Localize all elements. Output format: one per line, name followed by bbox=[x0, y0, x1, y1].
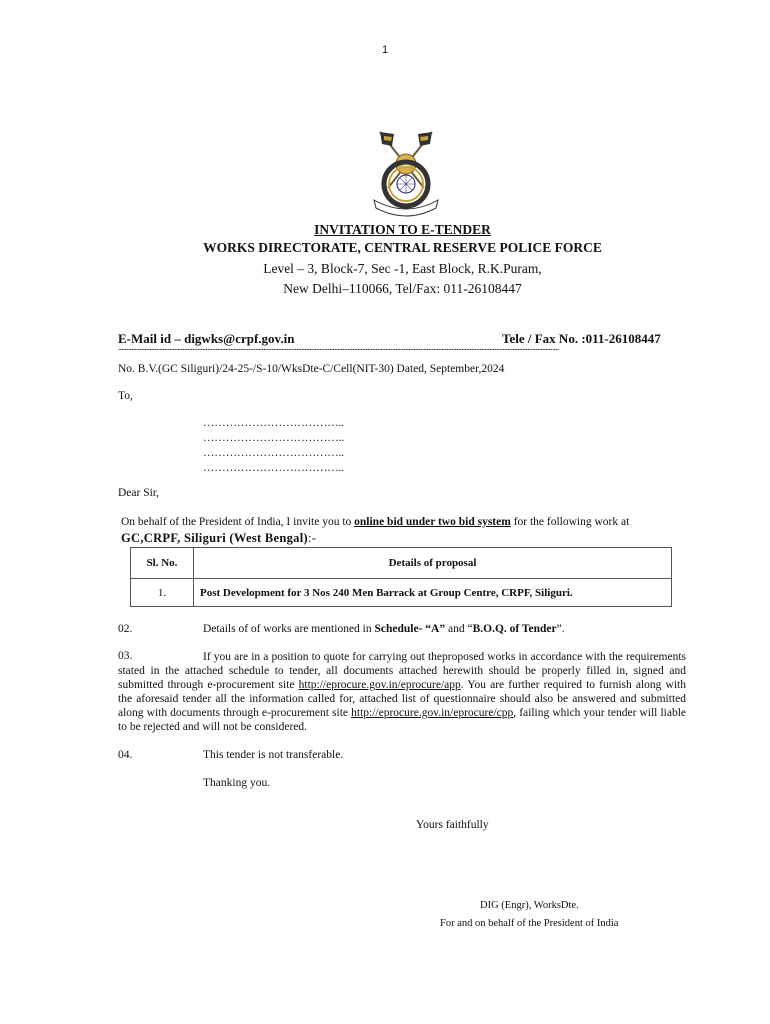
table-cell: 1. bbox=[131, 579, 194, 607]
intro-emphasis: online bid under two bid system bbox=[354, 516, 511, 528]
table-header-row bbox=[131, 548, 672, 579]
reference-number: No. B.V.(GC Siliguri)/24-25-/S-10/WksDte-C/Cell(NIT-30) Dated, September,2024 bbox=[118, 363, 505, 375]
p02-schedule: Schedule- “A” bbox=[374, 623, 446, 635]
address-blank-line: ……………………………….. bbox=[203, 462, 344, 474]
paragraph-number: 02. bbox=[118, 623, 133, 635]
proposal-table bbox=[130, 547, 672, 607]
paragraph-number: 04. bbox=[118, 749, 133, 761]
p03-text-2: . You are further required to furnish along with the aforesaid tender all the information called for, attached list of questionnaire should also be answered and submitted along with documents through e-procurement site bbox=[118, 679, 686, 719]
table-row bbox=[131, 579, 672, 607]
table-cell: Post Development for 3 Nos 240 Men Barrack at Group Centre, CRPF, Siliguri. bbox=[194, 579, 672, 607]
intro-paragraph bbox=[121, 514, 681, 546]
paragraph-02 bbox=[203, 623, 565, 635]
tender-title: INVITATION TO E-TENDER bbox=[314, 222, 491, 237]
fax-contact: Tele / Fax No. :011-26108447 bbox=[502, 331, 661, 346]
eprocure-cpp-link[interactable]: http://eprocure.gov.in/eprocure/cpp bbox=[351, 707, 514, 719]
thanking-line: Thanking you. bbox=[203, 777, 271, 789]
paragraph-03 bbox=[118, 650, 686, 734]
work-location: GC,CRPF, Siliguri (West Bengal) bbox=[121, 531, 308, 545]
table-header-cell: Sl. No. bbox=[131, 548, 194, 579]
signatory-title: DIG (Engr), WorksDte. bbox=[480, 900, 579, 911]
table-header-cell: Details of proposal bbox=[194, 548, 672, 579]
address-blank-line: ……………………………….. bbox=[203, 447, 344, 459]
separator-line: ........................................................................................................................................................................................................................................................................... bbox=[118, 343, 559, 351]
closing-line: Yours faithfully bbox=[416, 819, 489, 831]
salutation: Dear Sir, bbox=[118, 487, 160, 499]
p02-boq: B.O.Q. of Tender bbox=[472, 623, 557, 635]
organization-name: WORKS DIRECTORATE, CENTRAL RESERVE POLICE FORCE bbox=[203, 240, 602, 255]
p03-text-1: If you are in a position to quote for carrying out theproposed works in accordance with the requirements stated in the attached schedule to tender, all documents attached herewith should be properly filled in, signed and submitted through e-procurement site bbox=[118, 651, 686, 691]
address-blank-line: ……………………………….. bbox=[203, 417, 344, 429]
email-contact: E-Mail id – digwks@crpf.gov.in bbox=[118, 331, 295, 346]
addressee-to: To, bbox=[118, 390, 133, 402]
address-line-2: New Delhi–110066, Tel/Fax: 011-26108447 bbox=[283, 281, 522, 296]
address-blank-line: ……………………………….. bbox=[203, 432, 344, 444]
crpf-emblem-icon bbox=[364, 126, 448, 218]
page-number: 1 bbox=[381, 44, 389, 56]
paragraph-number: 03. bbox=[118, 650, 133, 662]
p02-mid: and “ bbox=[445, 623, 473, 635]
intro-text-end: for the following work at bbox=[510, 516, 630, 528]
p02-end: ”. bbox=[556, 623, 565, 635]
address-line-1: Level – 3, Block-7, Sec -1, East Block, R.K.Puram, bbox=[263, 261, 542, 276]
p02-text: Details of of works are mentioned in bbox=[203, 623, 375, 635]
intro-text: On behalf of the President of India, I invite you to bbox=[121, 516, 355, 528]
signatory-authority: For and on behalf of the President of India bbox=[440, 918, 619, 929]
paragraph-04: This tender is not transferable. bbox=[203, 749, 344, 761]
p03-text-3: , failing which your tender will liable to be rejected and will not be considered. bbox=[118, 707, 687, 733]
work-location-suffix: :- bbox=[307, 531, 317, 545]
eprocure-app-link[interactable]: http://eprocure.gov.in/eprocure/app bbox=[298, 679, 461, 691]
